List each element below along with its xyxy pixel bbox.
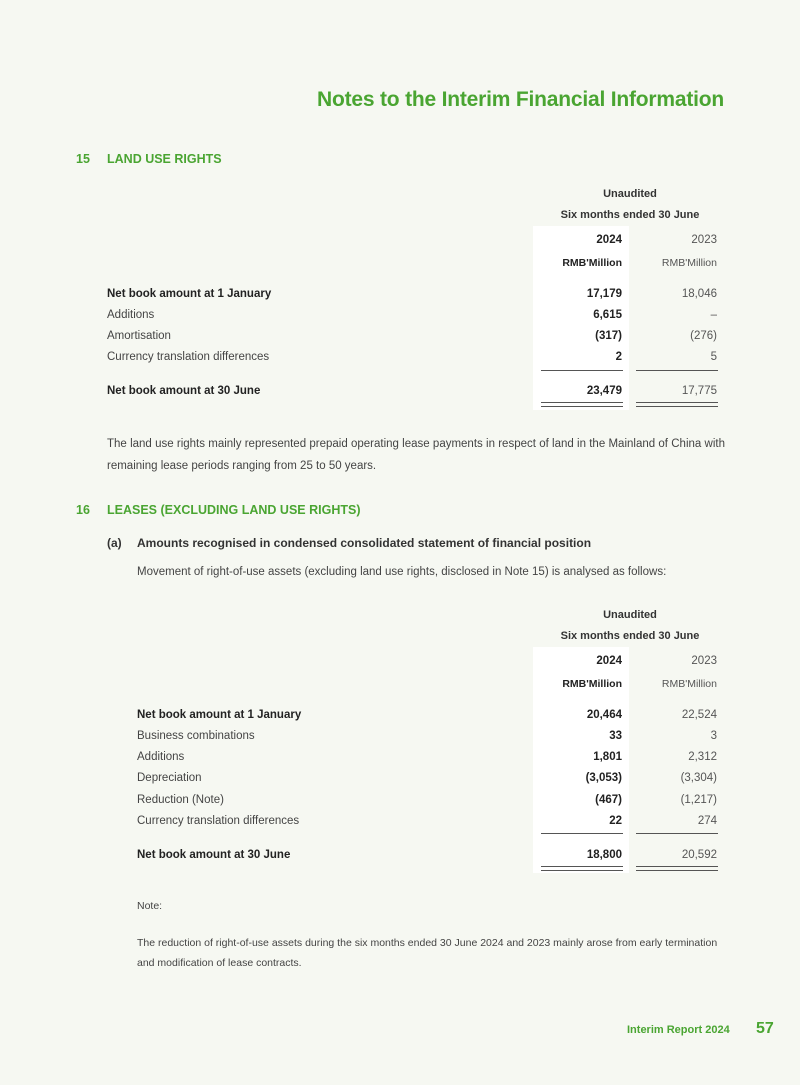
s16-row-current: 22 bbox=[609, 815, 622, 827]
s15-total-double-rule-current bbox=[541, 402, 623, 407]
s16-row-prior: 20,592 bbox=[681, 849, 717, 861]
s15-subtotal-rule-current bbox=[541, 370, 623, 371]
s15-row-current: 6,615 bbox=[593, 309, 622, 321]
section-16-number: 16 bbox=[76, 503, 90, 517]
s16-row-prior: (3,304) bbox=[680, 772, 717, 784]
s15-header-unaudited: Unaudited bbox=[603, 188, 657, 200]
footer-report-name: Interim Report 2024 bbox=[627, 1024, 730, 1036]
section-15-title: LAND USE RIGHTS bbox=[107, 152, 222, 166]
s15-row-prior: (276) bbox=[690, 330, 717, 342]
s15-total-double-rule-prior bbox=[636, 402, 718, 407]
section-15-number: 15 bbox=[76, 152, 90, 166]
s15-row-prior: 18,046 bbox=[681, 288, 717, 300]
s16-row-label: Reduction (Note) bbox=[137, 794, 224, 806]
s15-year-current: 2024 bbox=[596, 234, 622, 246]
subsection-a-title: Amounts recognised in condensed consolidated statement of financial position bbox=[137, 536, 592, 550]
s16-year-prior: 2023 bbox=[691, 655, 717, 667]
s15-row-prior: 5 bbox=[710, 351, 717, 363]
s16-unit-current: RMB'Million bbox=[562, 678, 622, 690]
s15-row-prior: – bbox=[710, 309, 717, 321]
s16-row-label: Net book amount at 1 January bbox=[137, 709, 302, 721]
s16-subtotal-rule-current bbox=[541, 833, 623, 834]
s16-row-label: Currency translation differences bbox=[137, 815, 300, 827]
page-title: Notes to the Interim Financial Information bbox=[317, 88, 724, 111]
s16-row-prior: 274 bbox=[697, 815, 717, 827]
s15-row-label: Additions bbox=[107, 309, 155, 321]
s16-year-current: 2024 bbox=[596, 655, 622, 667]
s16-row-label: Additions bbox=[137, 751, 185, 763]
section-16-title: LEASES (EXCLUDING LAND USE RIGHTS) bbox=[107, 503, 361, 517]
s15-row-prior: 17,775 bbox=[681, 385, 717, 397]
s16-row-current: 1,801 bbox=[593, 751, 622, 763]
s16-row-prior: 22,524 bbox=[681, 709, 717, 721]
s16-row-current: 18,800 bbox=[586, 849, 622, 861]
s15-unit-current: RMB'Million bbox=[562, 257, 622, 269]
s16-row-current: 33 bbox=[609, 730, 622, 742]
s16-intro: Movement of right-of-use assets (excluding land use rights, disclosed in Note 15) is analysed as follows: bbox=[137, 566, 667, 578]
s15-subtotal-rule-prior bbox=[636, 370, 718, 371]
s15-row-current: 17,179 bbox=[586, 288, 622, 300]
s16-row-prior: 3 bbox=[710, 730, 717, 742]
s16-total-double-rule-prior bbox=[636, 866, 718, 871]
note-text: The reduction of right-of-use assets during the six months ended 30 June 2024 and 2023 mainly arose from early termination and modification of lease contracts. bbox=[137, 937, 718, 969]
s16-row-current: (467) bbox=[595, 794, 622, 806]
s16-row-prior: (1,217) bbox=[680, 794, 717, 806]
footer-page-number: 57 bbox=[756, 1020, 774, 1037]
note-label: Note: bbox=[137, 900, 163, 912]
s16-unit-prior: RMB'Million bbox=[661, 678, 717, 690]
subsection-a-number: (a) bbox=[107, 536, 122, 550]
s15-row-label: Amortisation bbox=[107, 330, 171, 342]
s16-row-prior: 2,312 bbox=[688, 751, 717, 763]
s15-row-label: Net book amount at 1 January bbox=[107, 288, 272, 300]
s15-row-current: 2 bbox=[615, 351, 622, 363]
s15-row-current: (317) bbox=[595, 330, 622, 342]
s16-header-unaudited: Unaudited bbox=[603, 609, 657, 621]
s15-unit-prior: RMB'Million bbox=[661, 257, 717, 269]
s15-row-label: Currency translation differences bbox=[107, 351, 270, 363]
s15-year-prior: 2023 bbox=[691, 234, 717, 246]
s16-subtotal-rule-prior bbox=[636, 833, 718, 834]
s15-row-label: Net book amount at 30 June bbox=[107, 385, 261, 397]
s15-header-period: Six months ended 30 June bbox=[560, 209, 700, 221]
s16-row-current: (3,053) bbox=[585, 772, 622, 784]
s15-row-current: 23,479 bbox=[586, 385, 622, 397]
s16-row-label: Business combinations bbox=[137, 730, 255, 742]
s15-paragraph: The land use rights mainly represented prepaid operating lease payments in respect of land in the Mainland of China with remaining lease periods ranging from 25 to 50 years. bbox=[107, 438, 725, 472]
s16-row-label: Depreciation bbox=[137, 772, 202, 784]
s16-header-period: Six months ended 30 June bbox=[560, 630, 700, 642]
s16-row-current: 20,464 bbox=[586, 709, 622, 721]
s16-total-double-rule-current bbox=[541, 866, 623, 871]
s16-row-label: Net book amount at 30 June bbox=[137, 849, 291, 861]
